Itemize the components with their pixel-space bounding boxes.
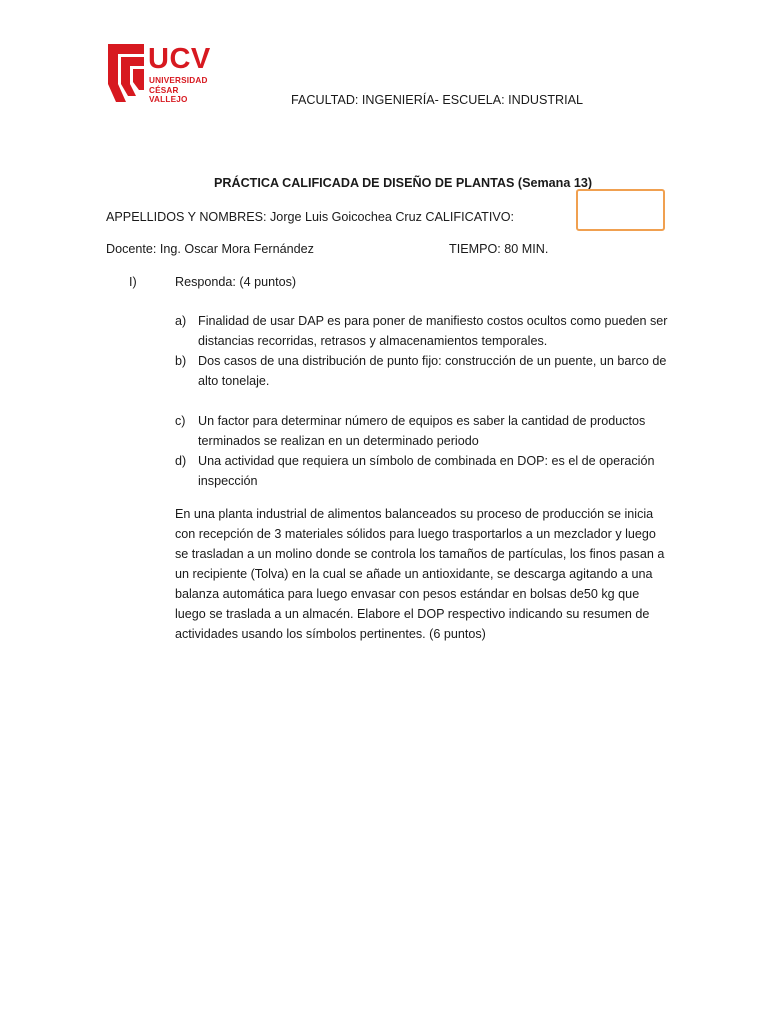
logo-line-2: CÉSAR VALLEJO: [149, 86, 188, 104]
answer-a-letter: a): [175, 314, 187, 328]
answer-b-text: Dos casos de una distribución de punto fijo: construcción de un puente, un barco de alto tonelaje.: [198, 354, 667, 388]
answer-b-letter: b): [175, 354, 187, 368]
answer-c-letter: c): [175, 414, 186, 428]
answer-d-letter: d): [175, 454, 187, 468]
faculty-heading: FACULTAD: INGENIERÍA- ESCUELA: INDUSTRIAL: [291, 93, 584, 107]
grade-box: [576, 189, 665, 231]
answer-d-text: Una actividad que requiera un símbolo de combinada en DOP: es el de operación inspección: [198, 454, 655, 488]
answer-a-text: Finalidad de usar DAP es para poner de manifiesto costos ocultos como pueden ser distancias recorridas, retrasos y almacenamientos temporales.: [198, 314, 668, 348]
section-number: I): [129, 275, 137, 289]
answer-c-text: Un factor para determinar número de equipos es saber la cantidad de productos terminados se realizan en un determinado periodo: [198, 414, 646, 448]
logo-ucv-text: UCV: [148, 43, 211, 75]
teacher-line: Docente: Ing. Oscar Mora Fernández: [106, 242, 314, 256]
ucv-logo: [108, 44, 218, 102]
student-name-line: APPELLIDOS Y NOMBRES: Jorge Luis Goicochea Cruz CALIFICATIVO:: [106, 210, 515, 224]
ucv-emblem-icon: [108, 44, 144, 102]
time-line: TIEMPO: 80 MIN.: [449, 242, 549, 256]
exam-title: PRÁCTICA CALIFICADA DE DISEÑO DE PLANTAS (Semana 13): [214, 176, 593, 190]
logo-line-1: UNIVERSIDAD: [149, 76, 208, 85]
section-title: Responda: (4 puntos): [175, 275, 297, 289]
problem-paragraph: En una planta industrial de alimentos balanceados su proceso de producción se inicia con recepción de 3 materiales sólidos para luego trasportarlos a un mezclador y luego se trasladan a un molino donde se controla los tamaños de partículas, los finos pasan a un recipiente (Tolva) en la cual se añade un antioxidante, se descarga agitando a una balanza automática para luego envasar con pesos estándar en bolsas de50 kg que luego se traslada a un almacén. Elabore el DOP respectivo indicando su resumen de actividades usando los símbolos pertinentes. (6 puntos): [175, 507, 665, 641]
